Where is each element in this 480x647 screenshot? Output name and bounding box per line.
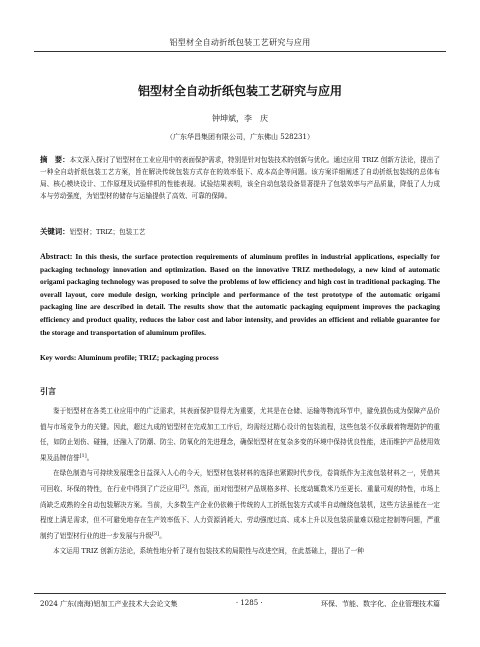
paragraph-text-continued: 。然而，面对铝型材产品规格多样、长度动辄数米乃至更长、重量可观的特性，市场上尚缺乏成熟的全自动包装解决方案。当前，大多数生产企业仍依赖于传统的人工折纸包装方式或半自动缠绕包装机，这些方法虽能在一定程度上满足需求，但不可避免地存在生产效率低下、人力资源消耗大、劳动强度过高、成本上升以及包装质量难以稳定控制等问题，严重制约了铝型材行业的进一步发展与升级: [40, 484, 441, 540]
paper-title: 铝型材全自动折纸包装工艺研究与应用: [137, 84, 342, 98]
keywords-cn-label: 关键词：: [40, 227, 70, 236]
body-paragraph: [40, 466, 440, 544]
page-number: · 1285 ·: [235, 599, 263, 607]
running-header: 铝型材全自动折纸包装工艺研究与应用: [169, 38, 311, 47]
body-paragraph: [40, 544, 440, 560]
page-footer: [40, 599, 440, 609]
author-affiliation: （广东华昌集团有限公司，广东佛山 528231）: [166, 133, 314, 141]
keywords-en-text: Aluminum profile; TRIZ; packaging process: [77, 353, 219, 362]
paragraph-end: 。: [86, 453, 94, 462]
keywords-en-label: Key words:: [40, 353, 77, 362]
citation-ref: [1]: [79, 452, 87, 459]
abstract-cn-text: 本文深入探讨了铝型材在工业应用中的表面保护需求，特别是针对包装技术的创新与优化。通过应用 TRIZ 创新方法论，提出了一种全自动折纸包装工艺方案，旨在解决传统包装方式存在的效率低下、成本高企等问题。该方案详细阐述了自动折纸包装线的总体布局、核心模块设计、工作原理及试验样机的性能表现。试验结果表明，该全自动包装设备显著提升了包装效率与产品质量，降低了人力成本与劳动强度，为铝型材的储存与运输提供了高效、可靠的保障。: [40, 156, 440, 200]
paragraph-text: 在绿色制造与可持续发展理念日益深入人心的今天，铝型材包装材料的选择也紧跟时代步伐，卷筒纸作为主流包装材料之一，凭借其可回收、环保的特性，在行业中得到了广泛应用: [40, 469, 440, 493]
abstract-en: [40, 251, 440, 339]
body-paragraph: [40, 404, 440, 466]
header-rule: [34, 51, 446, 52]
keywords-en: [40, 353, 440, 362]
abstract-en-text: In this thesis, the surface protection requirements of aluminum profiles in industrial applications, especially for packaging technology innovation and optimization. Based on the innovative TRIZ methodology, a new kind of automatic origami packaging technology was proposed to solve the problems of low efficiency and high cost in traditional packaging. The overall layout, core module design, working principle and performance of the test prototype of the automatic origami packaging line are described in detail. The results show that the automatic packaging equipment improves the packaging efficiency and product quality, reduces the labor cost and labor intensity, and provides an efficient and reliable guarantee for the storage and transportation of aluminum profiles.: [40, 252, 440, 337]
footer-section: 环保、节能、数字化、企业管理技术篇: [320, 600, 440, 608]
keywords-cn-text: 铝型材；TRIZ；包装工艺: [69, 228, 146, 236]
footer-rule: [34, 593, 446, 594]
abstract-cn: [40, 154, 440, 202]
abstract-cn-label: 摘 要：: [40, 155, 70, 164]
paper-authors: 钟坤斌，李 庆: [212, 114, 268, 123]
paragraph-text: 鉴于铝型材在各类工业应用中的广泛需求，其表面保护显得尤为重要，尤其是在仓储、运输等物流环节中，避免损伤成为保障产品价值与市场竞争力的关键。因此，超过九成的铝型材在完成加工工序后，均需经过精心设计的包装流程，这些包装不仅承载着物理防护的重任，如防止划伤、碰撞，还融入了防潮、防尘、防氧化的先进理念，确保铝型材在复杂多变的环境中保持优良性能，进而维护产品使用效果及品牌信誉: [40, 407, 440, 462]
citation-ref: [3]: [152, 530, 160, 537]
introduction-body: [40, 404, 440, 560]
footer-proceedings: 2024 广东(南海)铝加工产业技术大会论文集: [40, 600, 178, 608]
citation-ref: [2]: [179, 483, 187, 490]
keywords-cn: [40, 226, 440, 238]
paragraph-text: 本文运用 TRIZ 创新方法论，系统性地分析了现有包装技术的局限性与改进空间，在此基础上，提出了一种: [53, 547, 364, 556]
section-heading-introduction: 引言: [40, 387, 56, 396]
paragraph-end: 。: [159, 531, 166, 540]
abstract-en-label: Abstract:: [40, 252, 73, 261]
